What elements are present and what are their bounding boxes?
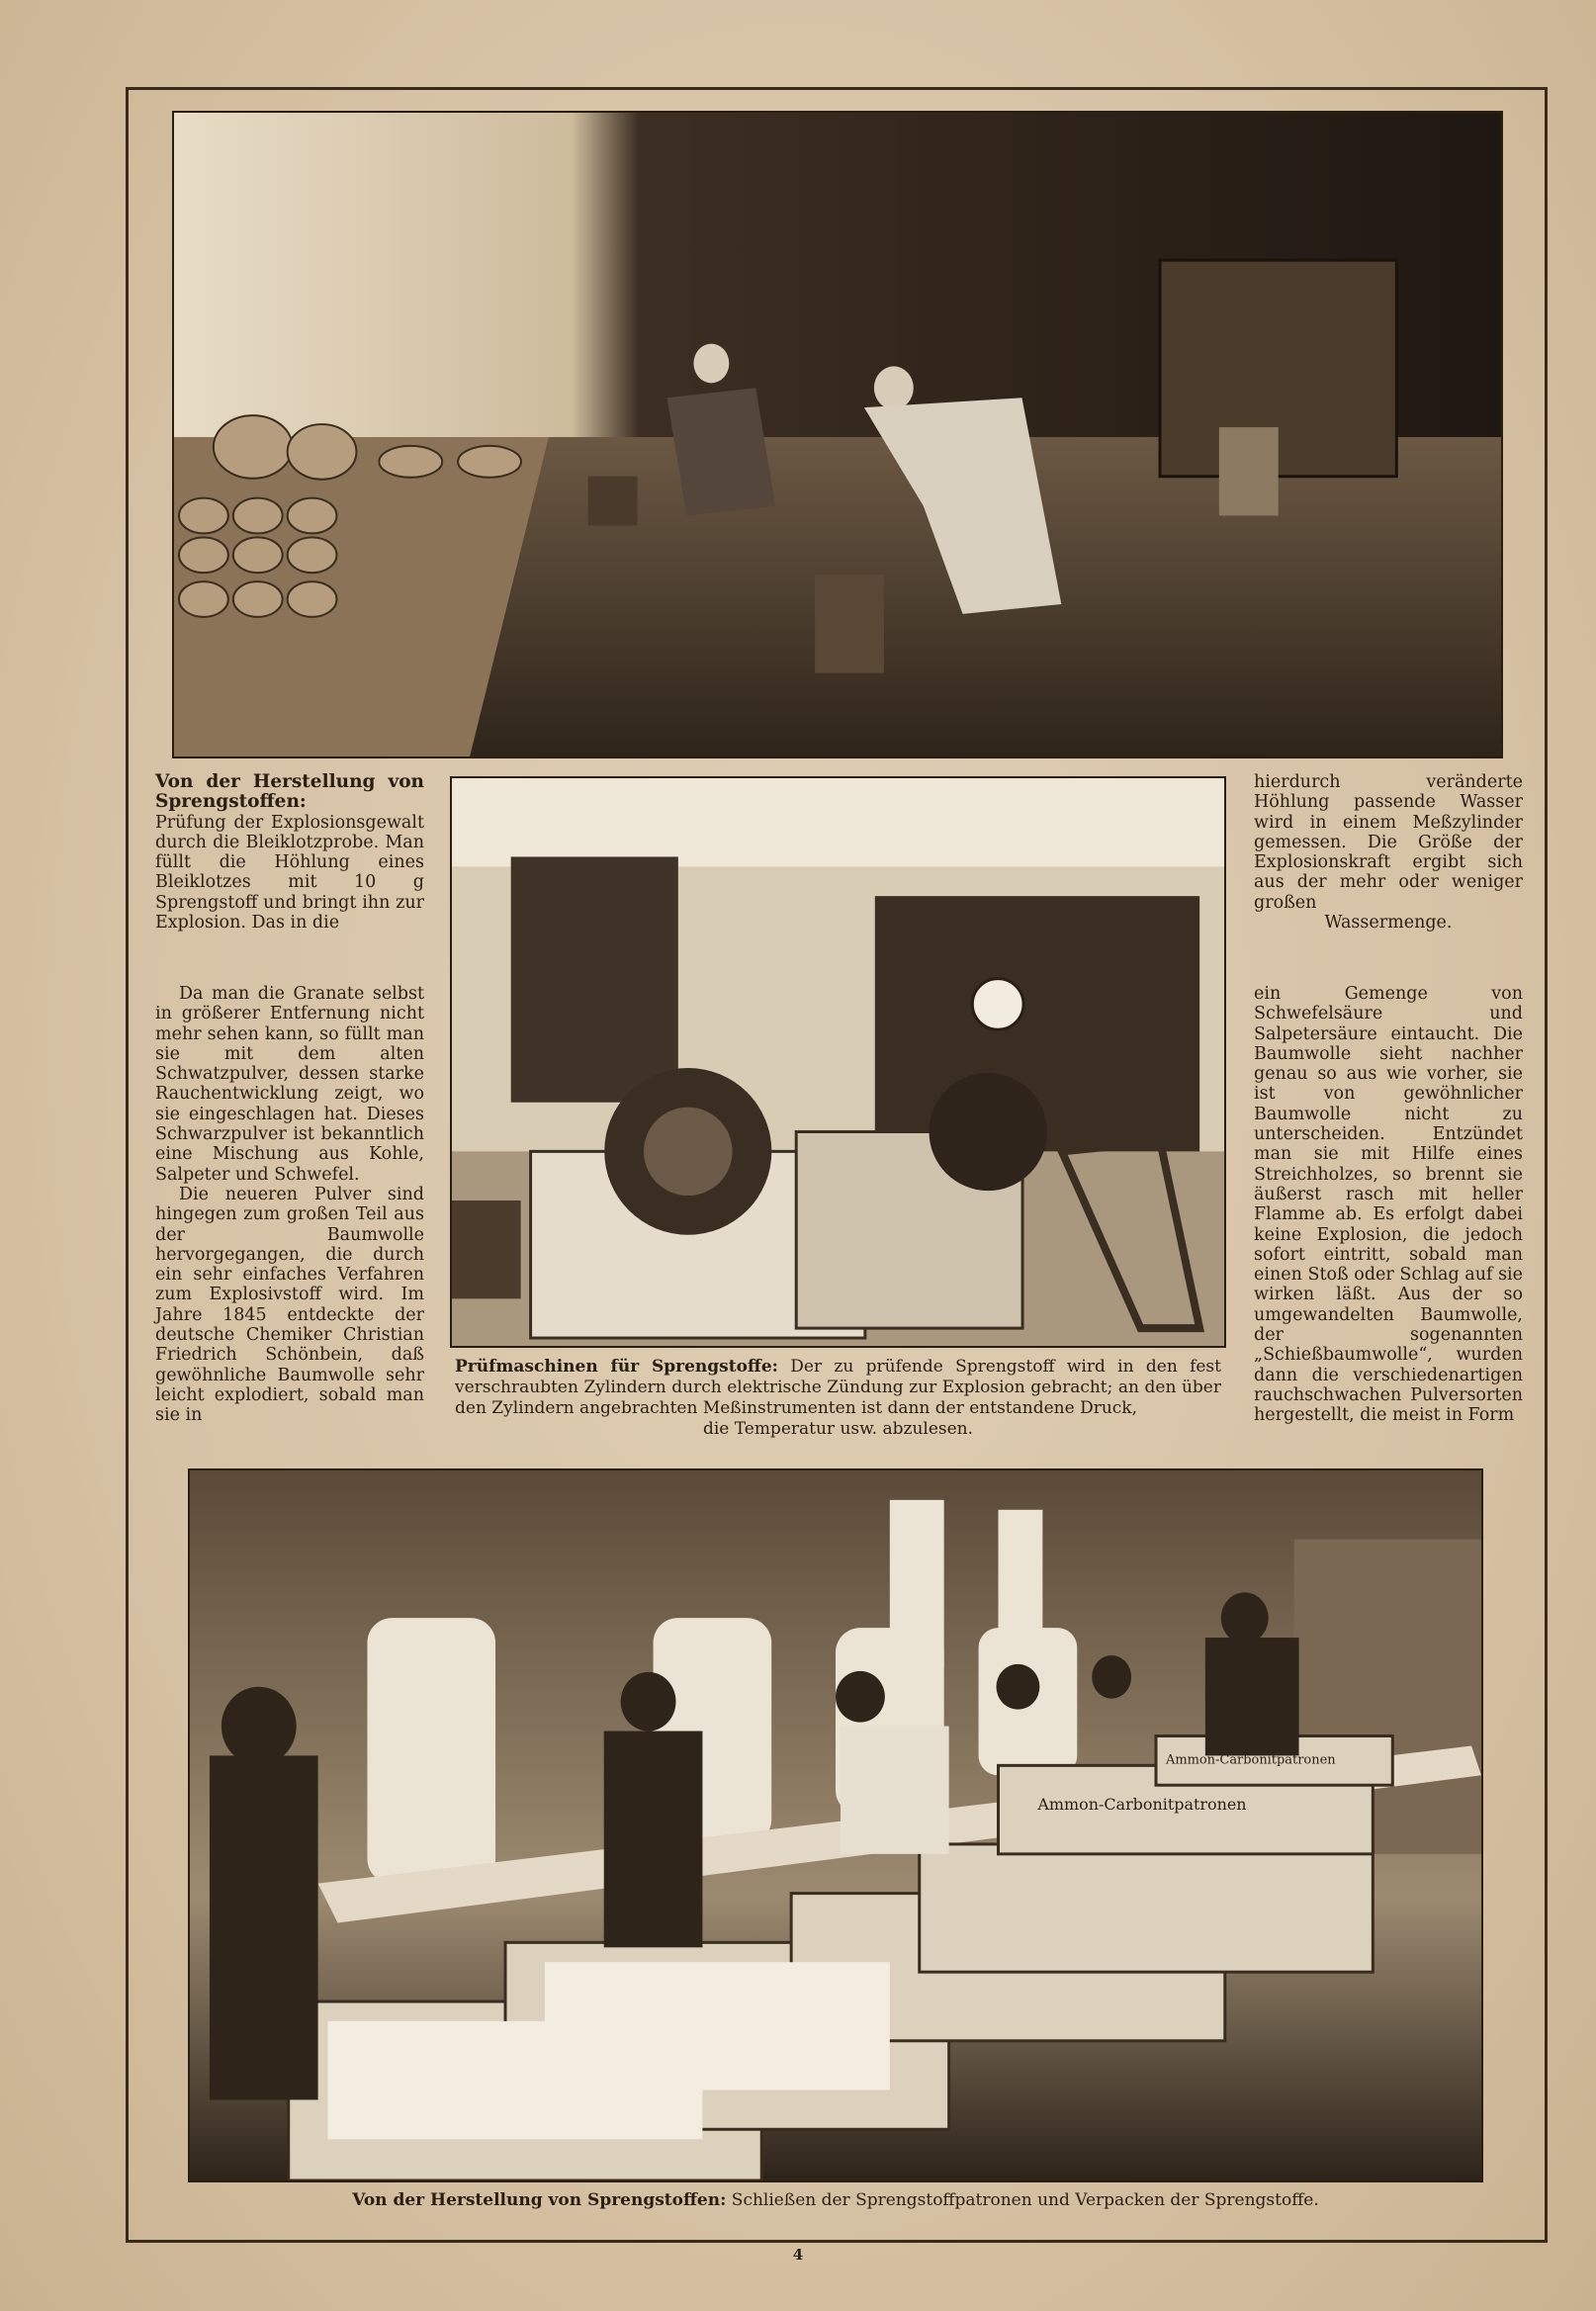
right-top-last-line: Wassermenge. <box>1324 913 1453 933</box>
middle-photo-caption <box>455 1357 1221 1440</box>
article-heading: Von der Herstellung von Sprengstoffen: <box>155 771 424 813</box>
left-body-paragraph-1: Da man die Granate selbst in größerer Entfernung nicht mehr sehen kann, so füllt man sie mit dem alten Schwatzpulver, dessen starke Rauchentwicklung zeigt, wo sie eingeschlagen hat. Dieses Schwarzpulver ist bekanntlich eine Mischung aus Kohle, Salpeter und Schwefel. <box>155 984 424 1185</box>
middle-caption-lead: Prüfmaschinen für Sprengstoffe: <box>455 1357 778 1377</box>
photo-packing-hall <box>188 1468 1483 2182</box>
crate-label-1: Ammon-Carbonitpatronen <box>1037 1795 1247 1815</box>
photo-test-machines <box>450 776 1226 1348</box>
bottom-caption-lead: Von der Herstellung von Sprengstoffen: <box>352 2190 727 2210</box>
right-top-text: hierdurch veränderte Höhlung passende Wasser wird in einem Meßzylinder gemessen. Die Größe der Explosionskraft ergibt sich aus der mehr oder weniger großen <box>1254 772 1523 913</box>
left-column-top <box>155 772 424 933</box>
left-body-paragraph-2: Die neueren Pulver sind hingegen zum großen Teil aus der Baumwolle hervorgegangen, die durch ein sehr einfaches Verfahren zum Explosivstoff wird. Im Jahre 1845 entdeckte der deutsche Chemiker Christian Friedrich Schönbein, daß gewöhnliche Baumwolle sehr leicht explodiert, sobald man sie in <box>155 1184 424 1426</box>
middle-caption-text: Der zu prüfende Sprengstoff wird in den fest verschraubten Zylindern durch elektrische Zündung zur Explosion gebracht; an den über den Zylindern angebrachten Meßinstrumenten ist dann der entstandene Druck, <box>455 1357 1221 1418</box>
right-body-text: ein Gemenge von Schwefelsäure und Salpetersäure eintaucht. Die Baumwolle sieht nachher genau so aus wie vorher, sie ist von gewöhnlicher Baumwolle nicht zu unterscheiden. Entzündet man sie mit Hilfe eines Streichholzes, so brennt sie äußerst rasch mit heller Flamme ab. Es erfolgt dabei keine Explosion, die jedoch sofort eintritt, sobald man einen Stoß oder Schlag auf sie wirken läßt. Aus der so umgewandelten Baumwolle, der sogenannten „Schießbaumwolle“, wurden dann die verschiedenartigen rauchschwachen Pulversorten hergestellt, die meist in Form <box>1254 984 1523 1426</box>
right-column-top <box>1254 772 1523 933</box>
middle-caption-last-line: die Temperatur usw. abzulesen. <box>702 1419 974 1439</box>
bottom-caption-text: Schließen der Sprengstoffpatronen und Verpacken der Sprengstoffe. <box>731 2190 1319 2210</box>
left-column-body <box>155 984 424 1426</box>
article-intro-text: Prüfung der Explosionsgewalt durch die Bleiklotzprobe. Man füllt die Höhlung eines Bleiklotzes mit 10 g Sprengstoff und bringt ihn zur Explosion. Das in die <box>155 812 424 933</box>
photo-lead-block-test <box>172 111 1503 758</box>
bottom-photo-caption <box>188 2190 1483 2211</box>
crate-label-2: Ammon-Carbonitpatronen <box>1165 1752 1336 1768</box>
page-number: 4 <box>792 2246 804 2264</box>
right-column-body <box>1254 984 1523 1426</box>
